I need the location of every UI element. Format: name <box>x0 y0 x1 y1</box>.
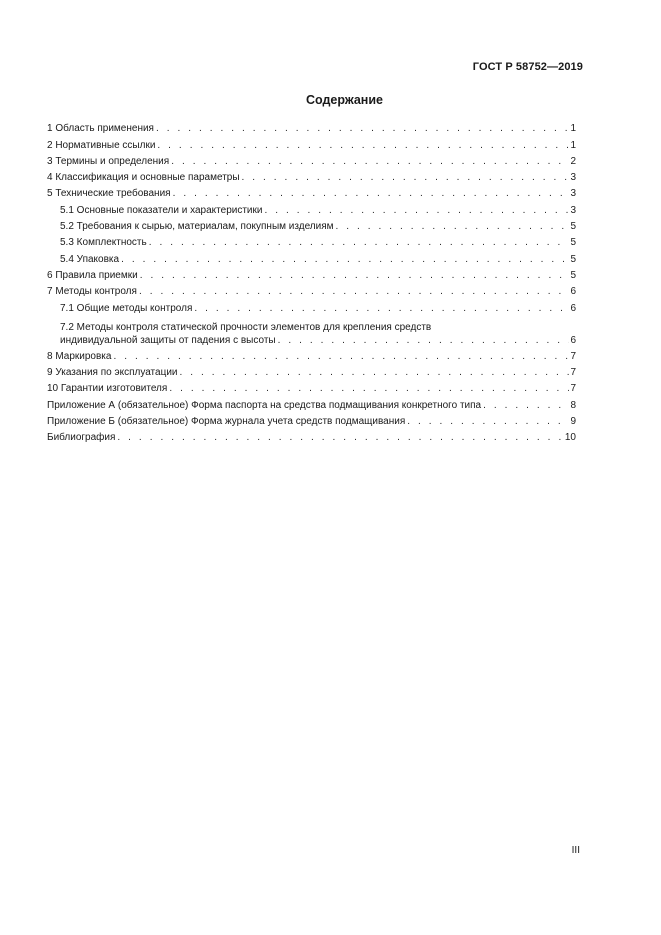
toc-leader-dots <box>173 188 570 200</box>
toc-entry-label-line1: 7.2 Методы контроля статической прочности элементов для крепления средств <box>60 321 432 333</box>
document-code: ГОСТ Р 58752—2019 <box>472 61 583 73</box>
toc-leader-dots <box>157 140 569 152</box>
toc-entry-label: 10 Гарантии изготовителя <box>47 383 168 395</box>
toc-entry-5-2[interactable] <box>47 217 576 233</box>
toc-leader-dots <box>264 205 569 217</box>
toc-entry-label: 5.2 Требования к сырью, материалам, покупным изделиям <box>60 221 334 233</box>
toc-entry-label: 8 Маркировка <box>47 350 112 362</box>
toc-leader-dots <box>171 156 569 168</box>
toc-entry-page: 5 <box>570 269 576 281</box>
toc-leader-dots <box>169 383 569 395</box>
toc-leader-dots <box>140 270 570 282</box>
toc-leader-dots <box>113 351 569 363</box>
toc-entry-page: 2 <box>570 155 576 167</box>
toc-entry-bibliography[interactable] <box>47 428 576 444</box>
toc-entry-page: 3 <box>570 204 576 216</box>
toc-entry-5-4[interactable] <box>47 249 576 265</box>
toc-entry-appendix-a[interactable] <box>47 395 576 411</box>
toc-entry-label-line2: индивидуальной защиты от падения с высоты <box>60 334 276 346</box>
toc-entry-label: 5.4 Упаковка <box>60 253 120 265</box>
toc-entry-1[interactable] <box>47 119 576 135</box>
toc-entry-page: 1 <box>570 123 576 135</box>
toc-entry-page: 3 <box>570 172 576 184</box>
toc-leader-dots <box>407 416 569 428</box>
toc-entry-10[interactable] <box>47 379 576 395</box>
toc-entry-page: 9 <box>570 416 576 428</box>
toc-entry-page: 7 <box>570 383 576 395</box>
toc-entry-page: 10 <box>564 432 576 444</box>
toc-leader-dots <box>139 286 570 298</box>
toc-entry-label: Приложение Б (обязательное) Форма журнала учета средств подмащивания <box>47 416 406 428</box>
toc-entry-page: 1 <box>570 139 576 151</box>
toc-entry-label: 6 Правила приемки <box>47 269 138 281</box>
toc-entry-label: 4 Классификация и основные параметры <box>47 172 240 184</box>
toc-entry-page: 6 <box>570 286 576 298</box>
toc-leader-dots <box>117 432 563 444</box>
toc-entry-label: 5 Технические требования <box>47 188 171 200</box>
toc-entry-7-1[interactable] <box>47 298 576 314</box>
toc-entry-7[interactable] <box>47 282 576 298</box>
toc-entry-label: 7.1 Общие методы контроля <box>60 302 193 314</box>
toc-leader-dots <box>336 221 570 233</box>
toc-entry-label-line2-wrap <box>60 335 569 347</box>
toc-entry-label: 1 Область применения <box>47 123 154 135</box>
toc-entry-page: 5 <box>570 237 576 249</box>
toc-entry-8[interactable] <box>47 347 576 363</box>
toc-leader-dots <box>156 123 569 135</box>
toc-leader-dots <box>180 367 570 379</box>
toc-entry-5-1[interactable] <box>47 200 576 216</box>
toc-entry-label: 5.1 Основные показатели и характеристики <box>60 204 263 216</box>
toc-entry-label: 9 Указания по эксплуатации <box>47 367 178 379</box>
toc-entry-label: 3 Термины и определения <box>47 155 170 167</box>
table-of-contents <box>47 119 576 444</box>
toc-entry-label-block <box>60 322 569 347</box>
toc-entry-page: 3 <box>570 188 576 200</box>
toc-entry-4[interactable] <box>47 168 576 184</box>
toc-leader-dots <box>242 172 570 184</box>
toc-entry-3[interactable] <box>47 152 576 168</box>
toc-entry-page: 6 <box>570 302 576 314</box>
toc-entry-page: 6 <box>570 334 576 346</box>
toc-entry-label: 5.3 Комплектность <box>60 237 147 249</box>
toc-entry-label: Приложение А (обязательное) Форма паспорта на средства подмащивания конкретного типа <box>47 399 482 411</box>
toc-entry-page: 7 <box>570 367 576 379</box>
toc-entry-page: 7 <box>570 350 576 362</box>
toc-entry-5-3[interactable] <box>47 233 576 249</box>
toc-entry-page: 5 <box>570 253 576 265</box>
toc-leader-dots <box>121 254 569 266</box>
toc-title: Содержание <box>305 93 383 107</box>
toc-entry-page: 5 <box>570 221 576 233</box>
toc-entry-5[interactable] <box>47 184 576 200</box>
toc-entry-label: 2 Нормативные ссылки <box>47 139 156 151</box>
toc-leader-dots <box>278 335 570 347</box>
toc-leader-dots <box>483 400 569 412</box>
toc-entry-7-2[interactable] <box>47 315 576 347</box>
toc-leader-dots <box>194 303 569 315</box>
toc-entry-9[interactable] <box>47 363 576 379</box>
page-number: III <box>571 845 580 856</box>
toc-entry-page: 8 <box>570 399 576 411</box>
toc-entry-6[interactable] <box>47 266 576 282</box>
toc-entry-2[interactable] <box>47 135 576 151</box>
toc-leader-dots <box>149 237 570 249</box>
toc-entry-label: 7 Методы контроля <box>47 286 137 298</box>
toc-entry-label: Библиография <box>47 432 116 444</box>
toc-entry-appendix-b[interactable] <box>47 412 576 428</box>
